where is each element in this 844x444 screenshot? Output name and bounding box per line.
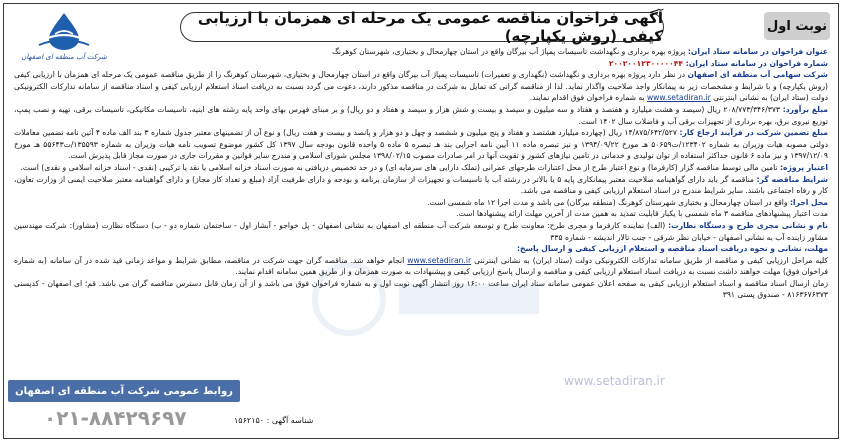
guarantee-paragraph: مبلغ تضمین شرکت در فرآیند ارجاع کار: ۱۴/۸۷۵/۶۴۲/۵۲۷ ریال (چهارده میلیارد هشتصد و هفتاد و پنج میلیون و ششصد و چهل و دو هزار و پانصد و بیست و هفت ریال) و نوع آن از تضمینهای معتبر جدول شماره ۳ بند الف ماده ۴ آئین نامه تضمین معاملات دولتی مصوبه هیات وزیران به شماره ۱۲۳۴۰۲/ت۵۰۶۵۹ هـ مورخ ۱۳۹۴/۰۹/۲۲ و نیز تبصره ماده ۱۱ آیین نامه اجرایی بند هـ تبصره ۵ ماده ۵ واحده قانون بودجه سال ۱۳۹۷ کل کشور موضوع تصویب نامه هیات وزیران به شماره ۱۳۵۵۹۳/ت۵۵۶۴۳ هـ مورخ ۱۳۹۷/۱۲/۰۹ و نیز ماده ۶ قانون حداکثر استفاده از توان تولیدی و خدماتی در تامین نیازهای کشور و تقویت آنها در امر صادرات مصوب ۱۳۹۸/۰۲/۱۵ مجلس شورای اسلامی و مندرج سایر قوانین و مقررات جاری در صورت مجاز قابل پذیرش است. xyxy=(14,128,828,161)
location-paragraph: محل اجرا: واقع در استان چهارمحال و بختیاری شهرستان کوهرنگ (منطقه بیرگان) می باشد و مدت اجرا ۱۲ ماه شمسی است. xyxy=(427,197,828,207)
advertisement-frame xyxy=(3,3,839,439)
call-number-line: شماره فراخوان در سامانه ستاد ایران: ۲۰۰۲۰۰۱۲۳۰۰۰۰۰۴۴ xyxy=(608,58,828,68)
setad-link[interactable]: www.setadiran.ir xyxy=(646,93,711,103)
credit-paragraph: اعتبار پروژه: تامین مالی توسط مناقصه گزار (کارفرما) و نوع اعتبار طرح از محل اعتبارات طرحهای عمرانی (تملک دارایی های سرمایه ای) و در حد تخصیص دریافتی به صورت اسناد خزانه اسلامی یا نقد یا ترکیبی (نقدی - اسناد خزانه اسلامی و نقدی) است. xyxy=(20,162,828,172)
supervisor-paragraph: نام و نشانی مجری طرح و دستگاه نظارت: (الف) نماینده کارفرما و مجری طرح: معاونت طرح و توسعه شرکت آب منطقه ای اصفهان به نشانی اصفهان - پل خواجو - آبشار اول - ساختمان شماره دو - ب) دستگاه نظارت (مشاور): شرکت مهندسین مشاور زاینده آب به نشانی اصفهان - خیابان نظر شرقی - جنب تالار اندیشه - شماره ۳۳۵ xyxy=(14,220,828,242)
logo-caption: شرکت آب منطقه ای اصفهان xyxy=(21,53,107,61)
tender-title: آگهی فراخوان مناقصه عمومی یک مرحله ای همزمان با ارزیابی کیفی (روش یکپارچه) xyxy=(180,12,664,42)
estimate-paragraph: مبلغ برآورد: ۲۰۸/۷۷۳/۳۴۶/۳۷۳ ریال (سیصد و هشت میلیارد و هفتصد و هفتاد و سه میلیون و سیصد و بیست و شش هزار و سیصد و هفتاد و دو ریال) و بر مبنای فهرس بهای واحد پایه رشته های ابنیه، تاسیسات مکانیکی، تاسیسات برقی، تهیه و نصب پمپ، توزیع نیروی برق، بهره برداری از تجهیزات برقی آب و فاضلاب سال ۱۴۰۲ است. xyxy=(14,104,828,126)
public-relations-bar: روابط عمومی شرکت آب منطقه ای اصفهان xyxy=(8,380,240,402)
documents-heading: مهلت، نشانی و نحوه دریافت اسناد مناقصه و استعلام ارزیابی کیفی و ارسال پاسخ: xyxy=(516,244,828,254)
submission-paragraph: زمان ارسال اسناد مناقصه و اسناد استعلام ارزیابی کیفی به صفحه اعلان عمومی سامانه ستاد ایران ساعت ۱۶:۰۰ روز انتشار آگهی نوبت اول و به شماره فراخوان فوق می باشد و از آن زمان قابل دسترس مناقصه گران می باشد. قم؛ ای اصفهان - کدپستی ۸۱۶۳۶۷۶۳۷۳ - صندوق پستی ۳۹۱ xyxy=(14,278,828,300)
call-title-line: عنوان فراخوان در سامانه ستاد ایران: پروژه بهره برداری و نگهداشت تاسیسات پمپاژ آب بیرگان واقع در استان چهارمحال و بختیاری، شهرستان کوهرنگ xyxy=(332,47,828,56)
setad-link-2[interactable]: www.setadiran.ir xyxy=(407,255,472,265)
watermark-url: www.setadiran.ir xyxy=(564,374,665,388)
ad-id: شناسه آگهی : ۱۵۶۲۱۵۰ xyxy=(234,416,314,425)
bidder-conditions-paragraph: شرایط مناقصه گر: مناقصه گر باید دارای گواهینامه صلاحیت معتبر پیمانکاری پایه ۵ یا بالاتر در رشته آب یا تاسیسات و تجهیزات از سازمان برنامه و بودجه و دارای ظرفیت آزاد (مبلغ و تعداد کار مجاز) و دارای گواهینامه معتبر صلاحیت ایمنی از وزارت تعاون، کار و رفاه اجتماعی باشند. سایر شرایط مندرج در اسناد استعلام ارزیابی کیفی و مناقصه می باشد. xyxy=(14,174,828,196)
validity-paragraph: مدت اعتبار پیشنهادهای مناقصه ۳ ماه شمسی با یکبار قابلیت تمدید به همین مدت از آخرین مهلت ارائه پیشنهادها است. xyxy=(456,209,828,219)
intro-paragraph: شرکت سهامی آب منطقه ای اصفهان در نظر دارد پروژه بهره برداری و نگهداشت (نگهداری و تعمیرات) تاسیسات پمپاژ آب بیرگان واقع در استان چهارمحال و بختیاری، شهرستان کوهرنگ را از طریق مناقصه عمومی یک مرحله ای همزمان با ارزیابی کیفی (روش یکپارچه) و با شرایط و مشخصات زیر به پیمانکار واجد صلاحیت واگذار نماید. لذا از مناقصه گرانی که تمایل به شرکت در مناقصه مذکور دارند، دعوت می گردد نسبت به دریافت اسناد استعلام ارزیابی کیفی و اسناد مناقصه از سامانه تدارکات الکترونیکی دولت (ستاد ایران) به نشانی اینترنتی www.setadiran.ir به شماره فراخوان فوق اقدام نمایند. xyxy=(14,70,828,103)
tender-body xyxy=(14,46,828,374)
procedure-paragraph: کلیه مراحل ارزیابی کیفی و مناقصه از طریق سامانه تدارکات الکترونیکی دولت (ستاد ایران) به نشانی اینترنتی www.setadiran.ir انجام خواهد شد. مناقصه گران جهت شرکت در مناقصه، مطابق شرایط و مواعد زمانی قید شده در آن سامانه (به شماره فراخوان فوق) مهلت خواهند داشت نسبت به دریافت اسناد استعلام ارزیابی کیفی و مناقصه و ارسال پاسخ ارزیابی کیفی و پیشنهادات به صورت همزمان و از طریق همین سامانه اقدام نمایند. xyxy=(14,255,828,277)
first-turn-badge: نوبت اول xyxy=(764,12,830,40)
contact-phone: ۰۲۱-۸۸۴۲۹۶۹۷ xyxy=(44,406,187,430)
